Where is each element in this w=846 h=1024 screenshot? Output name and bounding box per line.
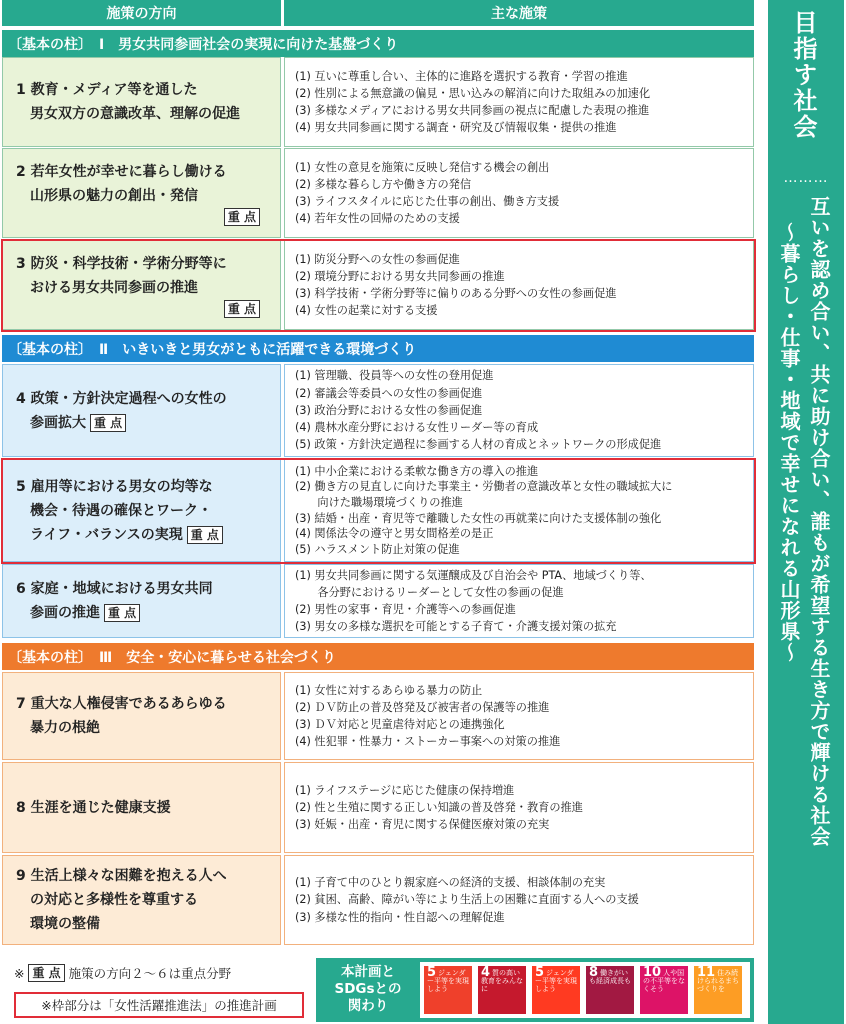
measures-9 <box>284 855 754 945</box>
direction-line: 参画拡大 <box>16 414 86 431</box>
direction-line: 9 生活上様々な困難を抱える人へ <box>16 868 227 884</box>
direction-6 <box>2 564 281 638</box>
measure-item: (1) 子育て中のひとり親家庭への経済的支援、相談体制の充実 <box>295 876 606 890</box>
direction-line: 8 生涯を通じた健康支援 <box>16 799 171 816</box>
direction-line: 4 政策・方針決定過程への女性の <box>16 390 227 407</box>
sdg-number: 11 <box>697 965 716 980</box>
measures-3 <box>284 240 754 330</box>
direction-line: 機会・待遇の確保とワーク・ <box>16 502 212 519</box>
measure-item: (5) 政策・方針決定過程に参画する人材の育成とネットワークの形成促進 <box>295 438 662 452</box>
measure-item: (3) 結婚・出産・育児等で離職した女性の再就業に向けた支援体制の強化 <box>295 511 662 525</box>
measures-8 <box>284 762 754 853</box>
measure-item: (2) 働き方の見直しに向けた事業主・労働者の意識改革と女性の職域拡大に <box>295 480 673 494</box>
direction-line: 男女双方の意識改革、理解の促進 <box>16 106 240 122</box>
sdg-text: 働きがいも経済成長も <box>589 969 631 985</box>
measure-item: (3) ＤＶ対応と児童虐待対応との連携強化 <box>295 718 505 731</box>
header-measures: 主な施策 <box>284 0 754 26</box>
sdg-goal-10-icon <box>640 966 688 1014</box>
note-text: 施策の方向２～６は重点分野 <box>68 966 232 981</box>
measure-item: 向けた職場環境づくりの推進 <box>295 495 463 509</box>
measure-item: (1) 中小企業における柔軟な働き方の導入の推進 <box>295 464 539 478</box>
measure-item: (1) 女性に対するあらゆる暴力の防止 <box>295 683 483 697</box>
measure-item: (4) 若年女性の回帰のための支援 <box>295 212 460 226</box>
direction-2 <box>2 148 281 238</box>
goal-society-statement: 互いを認め合い、共に助け合い、誰もが希望する生き方で輝ける社会 <box>807 196 831 847</box>
measure-item: (1) ライフステージに応じた健康の保持増進 <box>295 783 515 797</box>
goal-society-panel <box>768 0 844 1024</box>
priority-badge: 重 点 <box>90 414 126 432</box>
measures-2 <box>284 148 754 238</box>
measure-item: (4) 性犯罪・性暴力・ストーカー事案への対策の推進 <box>295 735 561 749</box>
direction-line: 5 雇用等における男女の均等な <box>16 478 213 495</box>
direction-3 <box>2 240 281 330</box>
measure-item: (3) 妊娠・出産・育児に関する保健医療対策の充実 <box>295 818 550 832</box>
measure-item: (2) 多様な暮らし方や働き方の発信 <box>295 177 472 191</box>
priority-badge: 重 点 <box>104 604 140 622</box>
dotted-divider: ……… <box>783 170 829 186</box>
measure-item: (2) 男性の家事・育児・介護等への参画促進 <box>295 603 516 616</box>
sdg-text: 住み続けられるまちづくりを <box>697 969 739 993</box>
measures-5 <box>284 459 754 562</box>
measure-item: (2) 性別による無意識の偏見・思い込みの解消に向けた取組みの加速化 <box>295 86 651 100</box>
measure-item: (4) 男女共同参画に関する調査・研究及び情報収集・提供の推進 <box>295 121 617 135</box>
direction-line: 2 若年女性が幸せに暮らし働ける <box>16 164 227 180</box>
measure-item: (1) 男女共同参画に関する気運醸成及び自治会や PTA、地域づくり等、 <box>295 568 652 582</box>
sdg-number: 10 <box>643 965 662 980</box>
direction-4 <box>2 364 281 457</box>
priority-badge: 重 点 <box>224 208 260 226</box>
women-act-note: ※枠部分は「女性活躍推進法」の推進計画 <box>14 992 304 1018</box>
measures-6 <box>284 564 754 638</box>
priority-badge: 重 点 <box>28 964 64 982</box>
direction-8 <box>2 762 281 853</box>
sdg-goal-11-icon <box>694 966 742 1014</box>
pillar-2-title: 〔基本の柱〕 Ⅱ いきいきと男女がともに活躍できる環境づくり <box>2 335 754 362</box>
measure-item: (3) 科学技術・学術分野等に偏りのある分野への女性の参画促進 <box>295 287 617 300</box>
measure-item: (1) 管理職、役員等への女性の登用促進 <box>295 369 494 383</box>
direction-9 <box>2 855 281 945</box>
measures-4 <box>284 364 754 457</box>
measure-item: (4) 関係法令の遵守と男女間格差の是正 <box>295 527 494 541</box>
sdgs-panel <box>316 958 754 1022</box>
measure-item: (2) 性と生殖に関する正しい知識の普及啓発・教育の推進 <box>295 800 583 814</box>
measure-item: (4) 女性の起業に対する支援 <box>295 304 438 318</box>
priority-badge: 重 点 <box>224 300 260 318</box>
header-direction: 施策の方向 <box>2 0 281 26</box>
sdg-number: 4 <box>481 965 491 980</box>
sdgs-label-line: 関わり <box>347 998 389 1014</box>
direction-line: 7 重大な人権侵害であるあらゆる <box>16 696 227 712</box>
direction-1 <box>2 57 281 147</box>
direction-line: 暴力の根絶 <box>16 720 100 736</box>
sdg-text: ジェンダー平等を実現しよう <box>427 969 469 993</box>
pillar-3-title: 〔基本の柱〕 Ⅲ 安全・安心に暮らせる社会づくり <box>2 643 754 670</box>
measure-item: (1) 互いに尊重し合い、主体的に進路を選択する教育・学習の推進 <box>295 69 628 83</box>
sdg-goal-5-icon <box>532 966 580 1014</box>
sdgs-label-line: SDGsとの <box>334 981 402 997</box>
sdg-goal-4-icon <box>478 966 526 1014</box>
measures-1 <box>284 57 754 147</box>
measure-item: 各分野におけるリーダーとして女性の参画の促進 <box>295 585 564 599</box>
direction-line: 環境の整備 <box>16 916 100 932</box>
measure-item: (3) 多様な性的指向・性自認への理解促進 <box>295 910 505 924</box>
goal-society-title: 目指す社会 <box>789 10 817 140</box>
measure-item: (2) 貧困、高齢、障がい等により生活上の困難に直面する人への支援 <box>295 893 639 907</box>
pillar-1-title: 〔基本の柱〕 Ⅰ 男女共同参画社会の実現に向けた基盤づくり <box>2 30 754 57</box>
measure-item: (3) 男女の多様な選択を可能とする子育て・介護支援対策の拡充 <box>295 620 617 634</box>
note-mark: ※ <box>14 965 25 981</box>
direction-line: ライフ・バランスの実現 <box>16 526 183 543</box>
sdg-number: 5 <box>535 965 545 980</box>
measure-item: (3) 政治分野における女性の参画促進 <box>295 403 483 417</box>
sdgs-label <box>322 964 414 1015</box>
sdg-number: 5 <box>427 965 437 980</box>
sdg-text: 質の高い教育をみんなに <box>481 969 523 993</box>
sdg-goal-8-icon <box>586 966 634 1014</box>
measure-item: (2) ＤＶ防止の普及啓発及び被害者の保護等の推進 <box>295 700 550 714</box>
priority-note <box>14 964 231 982</box>
measure-item: (3) ライフスタイルに応じた仕事の創出、働き方支援 <box>295 195 560 208</box>
sdgs-label-line: 本計画と <box>341 964 395 980</box>
direction-5 <box>2 459 281 562</box>
direction-line: の対応と多様性を尊重する <box>16 892 198 908</box>
direction-line: 6 家庭・地域における男女共同 <box>16 581 213 597</box>
measures-7 <box>284 672 754 760</box>
direction-line: 参画の推進 <box>16 605 100 621</box>
sdgs-icons <box>420 962 750 1018</box>
measure-item: (4) 農林水産分野における女性リーダー等の育成 <box>295 421 539 435</box>
sdg-number: 8 <box>589 965 599 980</box>
direction-line: 3 防災・科学技術・学術分野等に <box>16 256 227 272</box>
sdg-text: 人や国の不平等をなくそう <box>643 969 685 993</box>
sdg-text: ジェンダー平等を実現しよう <box>535 969 577 993</box>
measure-item: (1) 防災分野への女性の参画促進 <box>295 252 460 266</box>
measure-item: (5) ハラスメント防止対策の促進 <box>295 542 460 556</box>
direction-line: 1 教育・メディア等を通した <box>16 82 198 98</box>
direction-line: おける男女共同参画の推進 <box>16 280 198 296</box>
direction-7 <box>2 672 281 760</box>
priority-badge: 重 点 <box>187 526 223 544</box>
measure-item: (2) 環境分野における男女共同参画の推進 <box>295 269 505 283</box>
measure-item: (1) 女性の意見を施策に反映し発信する機会の創出 <box>295 160 550 174</box>
sdg-goal-5-icon <box>424 966 472 1014</box>
goal-society-subtitle: ～暮らし・仕事・地域で幸せになれる山形県～ <box>777 222 801 663</box>
measure-item: (3) 多様なメディアにおける男女共同参画の視点に配慮した表現の推進 <box>295 104 650 117</box>
measure-item: (2) 審議会等委員への女性の参画促進 <box>295 386 483 400</box>
direction-line: 山形県の魅力の創出・発信 <box>16 188 198 204</box>
